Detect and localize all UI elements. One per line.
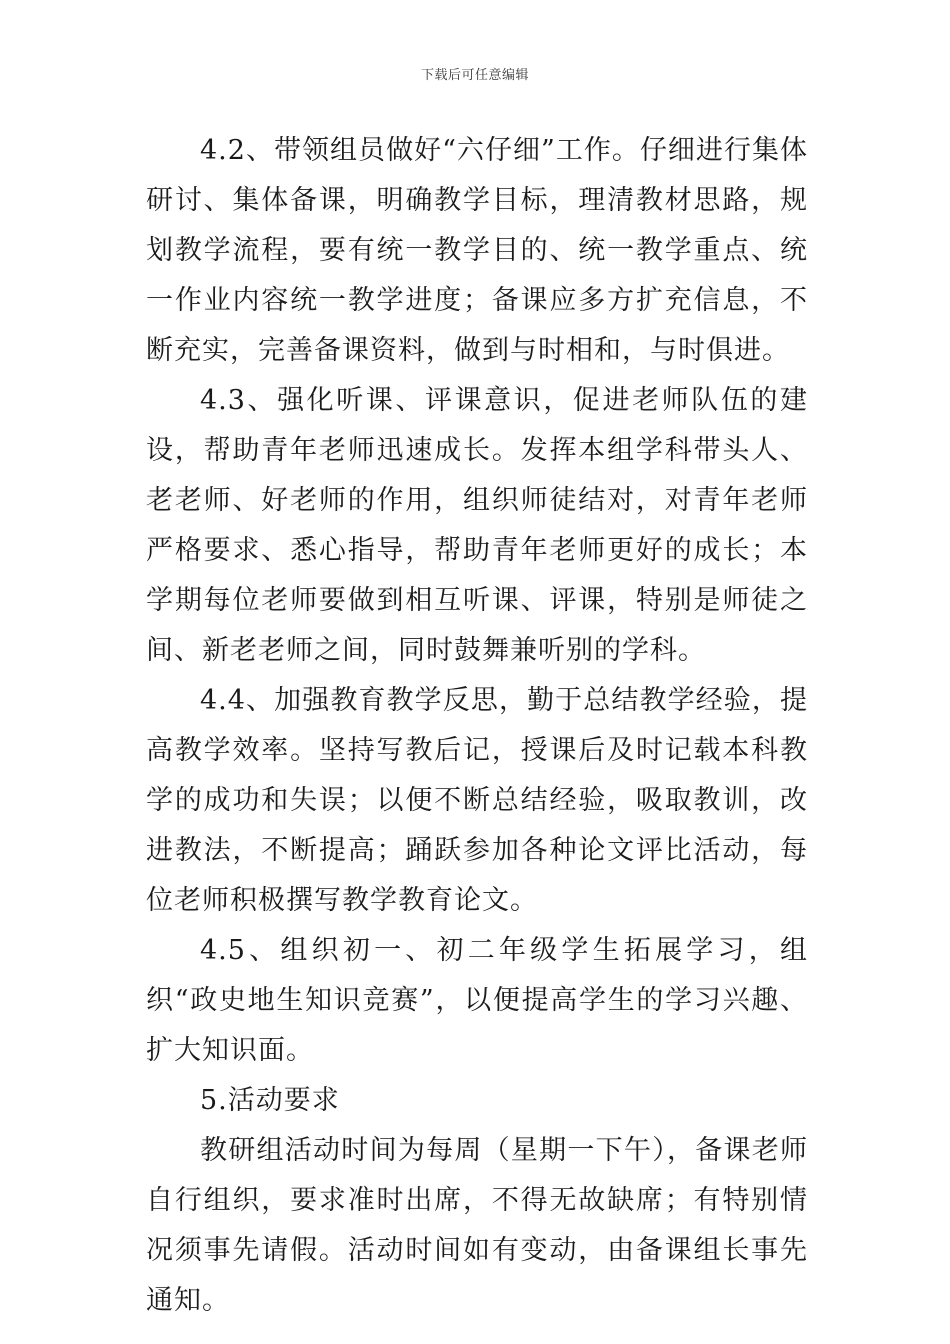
paragraph-4-3: 4.3、强化听课、评课意识，促进老师队伍的建设，帮助青年老师迅速成长。发挥本组学科带头人、老老师、好老师的作用，组织师徒结对，对青年老师严格要求、悉心指导，帮助青年老师更好的成长；本学期每位老师要做到相互听课、评课，特别是师徒之间、新老老师之间，同时鼓舞兼听别的学科。 xyxy=(146,385,808,666)
page-header-note: 下载后可任意编辑 xyxy=(420,68,529,83)
paragraph-4-2: 4.2、带领组员做好“六仔细”工作。仔细进行集体研讨、集体备课，明确教学目标，理清教材思路，规划教学流程，要有统一教学目的、统一教学重点、统一作业内容统一教学进度；备课应多方扩充信息，不断充实，完善备课资料，做到与时相和，与时俱进。 xyxy=(146,135,808,366)
section-heading-5: 5.活动要求 xyxy=(200,1085,340,1116)
document-body xyxy=(146,126,808,1326)
paragraph-4-5: 4.5、组织初一、初二年级学生拓展学习，组织“政史地生知识竞赛”，以便提高学生的学习兴趣、扩大知识面。 xyxy=(146,935,808,1066)
paragraph-4-4: 4.4、加强教育教学反思，勤于总结教学经验，提高教学效率。坚持写教后记，授课后及时记载本科教学的成功和失误；以便不断总结经验，吸取教训，改进教法，不断提高；踊跃参加各种论文评比活动，每位老师积极撰写教学教育论文。 xyxy=(146,685,808,916)
paragraph-5-body: 教研组活动时间为每周（星期一下午），备课老师自行组织，要求准时出席，不得无故缺席；有特别情况须事先请假。活动时间如有变动，由备课组长事先通知。 xyxy=(146,1135,808,1316)
